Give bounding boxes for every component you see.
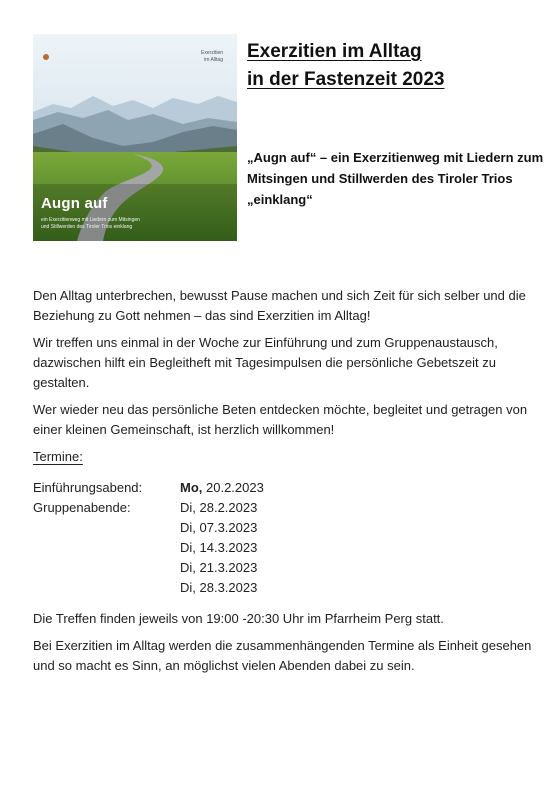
page-title — [247, 38, 547, 94]
logo-mark-icon — [43, 54, 49, 60]
date-value: Di, 28.3.2023 — [180, 580, 258, 595]
date-label — [33, 558, 180, 578]
paragraph: Wer wieder neu das persönliche Beten entdecken möchte, begleitet und getragen von einer kleinen Gemeinschaft, ist herzlich willkommen! — [33, 402, 528, 437]
date-value: Di, 07.3.2023 — [180, 520, 258, 535]
closing-paragraph: Bei Exerzitien im Alltag werden die zusammenhängenden Termine als Einheit gesehen und so macht es Sinn, an möglichst vielen Abenden dabei zu sein. — [33, 638, 532, 673]
date-label: Einführungsabend: — [33, 480, 143, 495]
dates-table — [33, 478, 533, 598]
cd-cover-image — [33, 34, 237, 241]
date-label — [33, 538, 180, 558]
paragraph: Wir treffen uns einmal in der Woche zur Einführung und zum Gruppenaustausch, dazwischen hilft ein Begleitheft mit Tagesimpulsen die persönliche Gebetszeit zu gestalten. — [33, 335, 498, 390]
title-line-2: in der Fastenzeit 2023 — [247, 69, 445, 90]
date-value: Di, 21.3.2023 — [180, 560, 258, 575]
date-value: Di, 28.2.2023 — [180, 500, 258, 515]
date-label — [33, 578, 180, 598]
intro-text: „Augn auf“ – ein Exerzitienweg mit Liedern zum Mitsingen und Stillwerden des Tiroler Trios „einklang“ — [247, 150, 544, 207]
cover-subtitle: ein Exerzitienweg mit Liedern zum Mitsingen und Stillwerden des Tiroler Trios einklang — [41, 217, 140, 230]
date-value: Di, 14.3.2023 — [180, 540, 258, 555]
title-line-1: Exerzitien im Alltag — [247, 41, 422, 62]
meeting-info: Die Treffen finden jeweils von 19:00 -20:30 Uhr im Pfarrheim Perg statt. — [33, 611, 444, 626]
cover-title: Augn auf — [41, 195, 108, 212]
termine-heading: Termine: — [33, 449, 83, 464]
date-value: Mo, 20.2.2023 — [180, 480, 264, 495]
paragraph: Den Alltag unterbrechen, bewusst Pause machen und sich Zeit für sich selber und die Beziehung zu Gott nehmen – das sind Exerzitien im Alltag! — [33, 288, 526, 323]
publisher-logo — [43, 54, 65, 62]
cover-series-label: Exerzitien im Alltag — [201, 50, 223, 63]
date-label: Gruppenabende: — [33, 500, 131, 515]
date-label — [33, 518, 180, 538]
main-content — [33, 286, 533, 683]
